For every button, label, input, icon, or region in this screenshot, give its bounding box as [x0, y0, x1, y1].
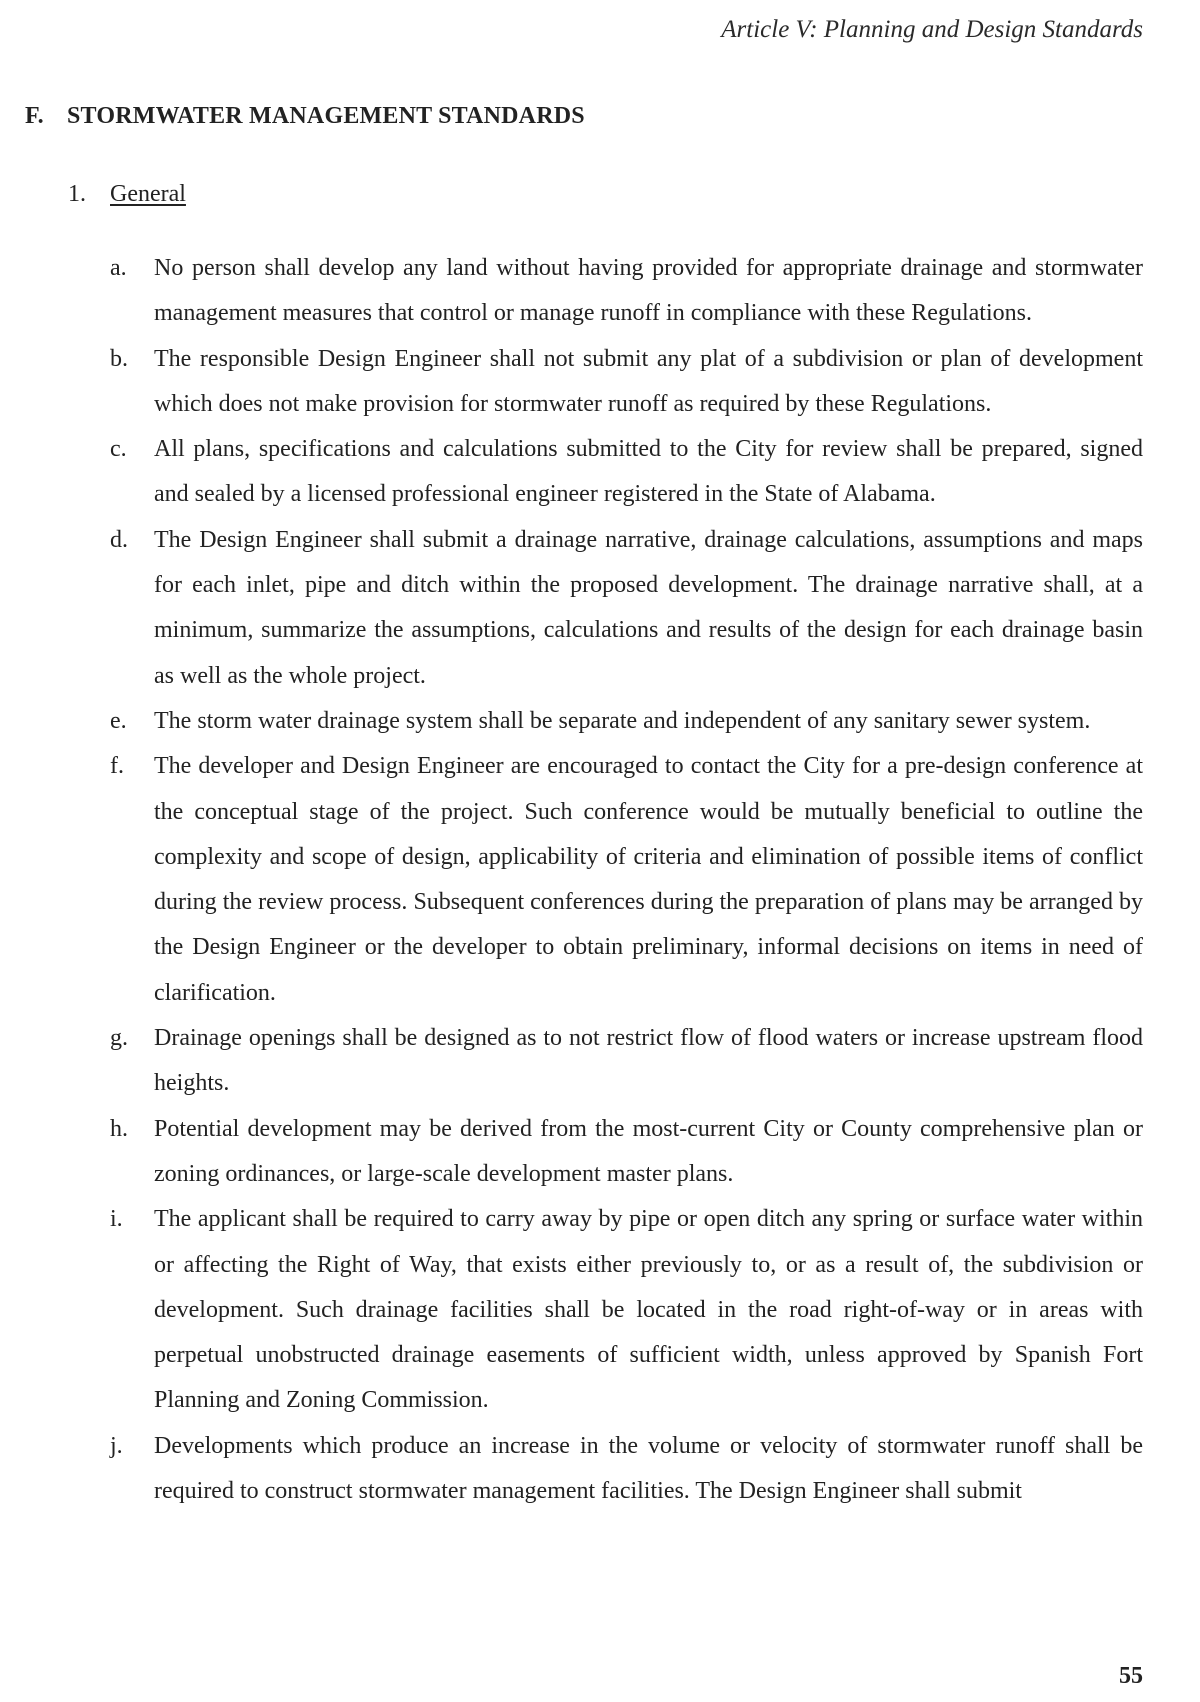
- list-item-marker: c.: [110, 436, 127, 463]
- section-title: STORMWATER MANAGEMENT STANDARDS: [67, 103, 585, 129]
- list-item-text: The Design Engineer shall submit a drainage narrative, drainage calculations, assumptions and maps for each inlet, pipe and ditch within the proposed development. The drainage narrative shall, at a minimum, summarize the assumptions, calculations and results of the design for each drainage basin as well as the whole project.: [154, 526, 1143, 689]
- list-item-text: Drainage openings shall be designed as to not restrict flow of flood waters or increase upstream flood heights.: [154, 1025, 1143, 1097]
- running-header: Article V: Planning and Design Standards: [721, 16, 1143, 43]
- list-item: [110, 1107, 1143, 1198]
- list-item-marker: a.: [110, 255, 127, 281]
- list-item-text: All plans, specifications and calculations submitted to the City for review shall be prepared, signed and sealed by a licensed professional engineer registered in the State of Alabama.: [154, 436, 1143, 508]
- list-item: [110, 699, 1143, 744]
- list-item-marker: e.: [110, 707, 127, 734]
- list-item-text: Developments which produce an increase in the volume or velocity of stormwater runoff shall be required to construct stormwater management facilities. The Design Engineer shall submit: [154, 1432, 1143, 1505]
- list-item-marker: i.: [110, 1206, 123, 1233]
- list-item: [110, 518, 1143, 699]
- page-number: 55: [1119, 1663, 1143, 1689]
- requirements-list: [110, 246, 1143, 1514]
- list-item: [110, 427, 1143, 518]
- list-item-text: Potential development may be derived from the most-current City or County comprehensive plan or zoning ordinances, or large-scale development master plans.: [154, 1115, 1143, 1187]
- list-item-marker: h.: [110, 1115, 128, 1142]
- list-item: [110, 744, 1143, 1016]
- list-item-text: The developer and Design Engineer are encouraged to contact the City for a pre-design conference at the conceptual stage of the project. Such conference would be mutually beneficial to outline the complexity and scope of design, applicability of criteria and elimination of possible items of conflict during the review process. Subsequent conferences during the preparation of plans may be arranged by the Design Engineer or the developer to obtain preliminary, informal decisions on items in need of clarification.: [154, 753, 1143, 1006]
- list-item-text: The applicant shall be required to carry away by pipe or open ditch any spring or surface water within or affecting the Right of Way, that exists either previously to, or as a result of, the subdivision or development. Such drainage facilities shall be located in the road right-of-way or in areas with perpetual unobstructed drainage easements of sufficient width, unless approved by Spanish Fort Planning and Zoning Commission.: [154, 1206, 1143, 1414]
- list-item-marker: d.: [110, 526, 128, 553]
- list-item-text: No person shall develop any land without having provided for appropriate drainage and stormwater management measures that control or manage runoff in compliance with these Regulations.: [154, 255, 1143, 327]
- list-item: [110, 1016, 1143, 1107]
- subsection-number: 1.: [68, 181, 86, 207]
- list-item-marker: b.: [110, 345, 128, 372]
- list-item-text: The storm water drainage system shall be separate and independent of any sanitary sewer system.: [154, 707, 1091, 734]
- section-heading: [25, 96, 585, 136]
- list-item-marker: f.: [110, 753, 124, 780]
- list-item: [110, 337, 1143, 428]
- list-item-marker: g.: [110, 1025, 128, 1052]
- list-item: [110, 1197, 1143, 1423]
- list-item-marker: j.: [110, 1432, 123, 1459]
- list-item: [110, 1424, 1143, 1515]
- list-item: [110, 246, 1143, 337]
- subsection-heading: [68, 174, 186, 214]
- subsection-title: General: [110, 181, 186, 207]
- list-item-text: The responsible Design Engineer shall not submit any plat of a subdivision or plan of development which does not make provision for stormwater runoff as required by these Regulations.: [154, 345, 1143, 417]
- section-letter: F.: [25, 103, 44, 129]
